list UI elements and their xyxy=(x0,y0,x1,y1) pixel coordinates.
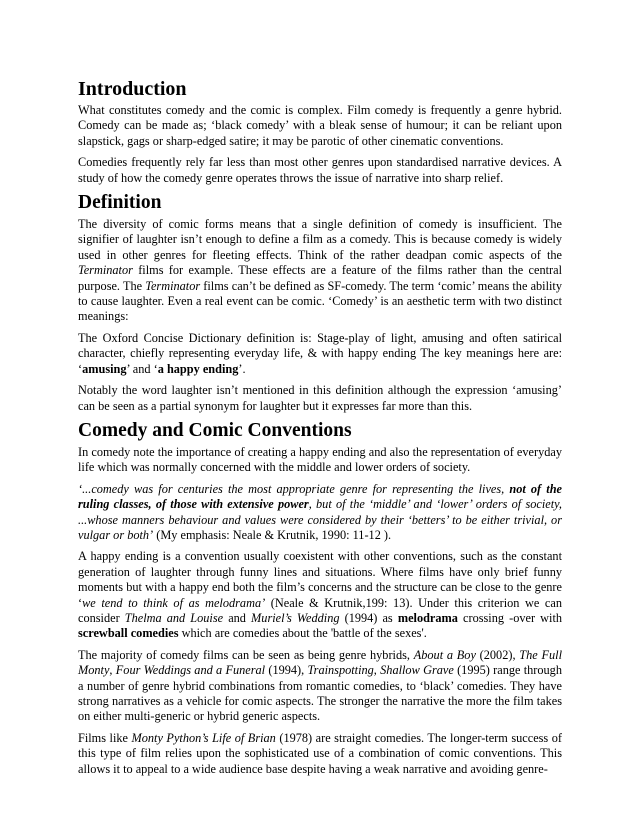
film-title-life-of-brian: Monty Python’s Life of Brian xyxy=(131,730,276,745)
text-run: , xyxy=(109,663,116,678)
text-run: and xyxy=(223,610,252,625)
text-run: films can’t be defined as SF-comedy. The term ‘comic’ means the ability to cause laughter. Even a real event can be comic. ‘Comedy’ is an aesthetic term with two distinct meanings: xyxy=(78,278,562,324)
text-run: ’ and ‘ xyxy=(126,361,158,376)
film-title-about-a-boy: About a Boy xyxy=(413,647,476,662)
heading-comedy-conventions: Comedy and Comic Conventions xyxy=(78,419,352,441)
film-title-full-monty: The Full Monty xyxy=(78,647,562,678)
definition-paragraph-1 xyxy=(78,217,562,325)
text-run: The diversity of comic forms means that a single definition of comedy is insufficient. The signifier of laughter isn’t enough to define a film as a comedy. This is because comedy is widely used in other genres for fleeting effects. Think of the rather deadpan comic aspects of the xyxy=(78,217,562,262)
comedy-paragraph-4 xyxy=(78,648,562,725)
text-run: (2002), xyxy=(475,647,520,662)
film-title-shallow-grave: Shallow Grave xyxy=(380,663,454,678)
film-title-thelma: Thelma and Louise xyxy=(124,610,224,625)
key-term-melodrama: melodrama xyxy=(397,610,458,625)
quote-emphasis: not of the ruling classes, of those with extensive power xyxy=(78,481,563,512)
definition-paragraph-2 xyxy=(78,331,562,377)
intro-paragraph-1: What constitutes comedy and the comic is complex. Film comedy is frequently a genre hybrid. Comedy can be made as; ‘black comedy’ with a bleak sense of humour; it can be reliant upon slapstick, gags or sharp-edged satire; it may be parotic of other cinematic conventions. xyxy=(78,103,562,148)
text-run: crossing -over with xyxy=(457,610,563,625)
quote-melodrama: we tend to think of as melodrama’ xyxy=(82,595,266,610)
key-term-amusing: amusing xyxy=(82,361,127,376)
text-run: , xyxy=(373,663,381,678)
key-term-screwball: screwball comedies xyxy=(78,626,179,641)
intro-paragraph-2: Comedies frequently rely far less than most other genres upon standardised narrative devices. A study of how the comedy genre operates throws the issue of narrative into sharp relief. xyxy=(78,155,562,185)
text-run: (1978) are straight comedies. The longer-term success of this type of film relies upon the sophisticated use of a combination of comic conventions. This allows it to appeal to a wide audience base despite having a weak narrative and avoiding genre- xyxy=(78,730,562,776)
text-run: (1994) as xyxy=(339,610,398,625)
document-page xyxy=(78,78,562,783)
text-run: (1994), xyxy=(265,663,308,678)
text-run: Films like xyxy=(78,730,132,745)
film-title-trainspotting: Trainspotting xyxy=(307,663,374,678)
quote-text: , but of the ‘middle’ and ‘lower’ orders of society, ...whose manners behaviour and values were considered by their ‘betters’ to be either trivial, or vulgar or both’ xyxy=(78,497,562,542)
definition-paragraph-3: Notably the word laughter isn’t mentioned in this definition although the expression ‘amusing’ can be seen as a partial synonym for laughter but it expresses far more than this. xyxy=(78,383,562,413)
heading-introduction: Introduction xyxy=(78,78,187,100)
heading-definition: Definition xyxy=(78,192,162,214)
comedy-paragraph-5 xyxy=(78,731,562,777)
comedy-paragraph-3 xyxy=(78,549,562,641)
quote-text: ‘...comedy was for centuries the most appropriate genre for representing the lives, xyxy=(78,481,510,496)
quote-citation: (My emphasis: Neale & Krutnik, 1990: 11-12 ). xyxy=(153,527,392,542)
text-run: The majority of comedy films can be seen as being genre hybrids, xyxy=(78,647,414,662)
text-run: films for example. These effects are a feature of the films rather than the central purpose. The xyxy=(78,263,562,293)
key-term-happy-ending: a happy ending xyxy=(157,361,239,376)
text-run: which are comedies about the 'battle of the sexes'. xyxy=(178,626,427,641)
text-run: The Oxford Concise Dictionary definition is: Stage-play of light, amusing and often satirical character, chiefly representing everyday life, & with happy ending The key meanings here are: ‘ xyxy=(78,330,562,376)
film-title-terminator: Terminator xyxy=(145,278,201,293)
text-run: A happy ending is a convention usually coexistent with other conventions, such as the constant generation of laughter through funny lines and situations. Where films have only brief funny moments but with a happy end both the film’s concerns and the structure can be close to the genre ‘ xyxy=(78,549,562,610)
film-title-terminator: Terminator xyxy=(78,263,133,278)
film-title-four-weddings: Four Weddings and a Funeral xyxy=(115,663,266,678)
text-run: (Neale & Krutnik,199: 13). Under this criterion we can consider xyxy=(78,595,562,625)
comedy-quote xyxy=(78,482,562,544)
text-run: (1995) range through a number of genre hybrid combinations from romantic comedies, to ‘black’ comedies. They have strong narratives as a vehicle for comic aspects. The stronger the narrative the more the film takes on either multi-generic or hybrid generic aspects. xyxy=(78,663,562,724)
text-run: ’. xyxy=(238,361,246,376)
film-title-muriel: Muriel’s Wedding xyxy=(251,610,340,625)
comedy-paragraph-1: In comedy note the importance of creating a happy ending and also the representation of everyday life which was normally concerned with the middle and lower orders of society. xyxy=(78,444,562,475)
